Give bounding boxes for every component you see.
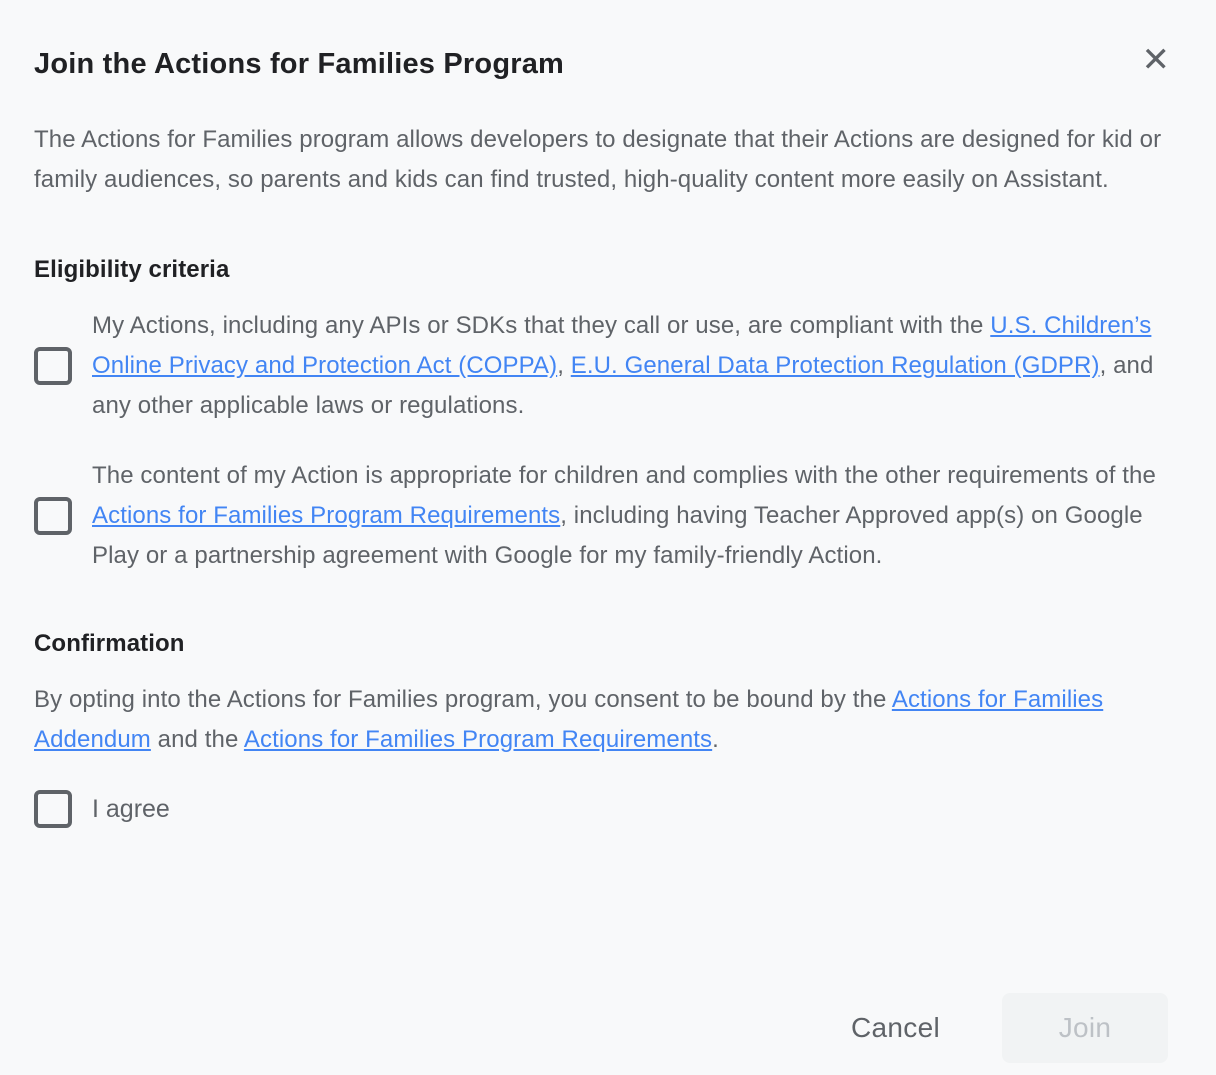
agree-label: I agree (92, 794, 170, 823)
text-link[interactable]: U.S. Children’s Online Privacy and Protection Act (COPPA) (92, 312, 1152, 379)
confirmation-heading: Confirmation (34, 630, 185, 657)
text-segment: The content of my Action is appropriate for children and complies with the other requirements of the (92, 462, 1156, 489)
dialog-footer (825, 993, 1168, 1063)
join-button[interactable]: Join (1002, 993, 1168, 1063)
compliance-checkbox[interactable] (34, 347, 72, 385)
text-link[interactable]: E.U. General Data Protection Regulation (GDPR) (570, 352, 1100, 379)
text-link[interactable]: Actions for Families Program Requirements (243, 726, 713, 753)
compliance-text (92, 306, 1174, 426)
text-segment: , including having Teacher Approved app(s) on Google Play or a partnership agreement with Google for my family-friendly Action. (92, 502, 1143, 569)
close-icon[interactable]: ✕ (1138, 42, 1175, 78)
eligibility-item-compliance (34, 306, 1174, 426)
content-checkbox[interactable] (34, 497, 72, 535)
dialog-title: Join the Actions for Families Program (34, 48, 565, 80)
text-link[interactable]: Actions for Families Addendum (34, 686, 1104, 753)
text-segment: By opting into the Actions for Families program, you consent to be bound by the (34, 686, 892, 713)
content-text (92, 456, 1174, 576)
text-segment: . (712, 726, 719, 753)
intro-paragraph: The Actions for Families program allows developers to designate that their Actions are designed for kid or family audiences, so parents and kids can find trusted, high-quality content more easily on Assistant. (34, 126, 1162, 193)
agree-row (34, 790, 1174, 828)
text-segment: , and any other applicable laws or regulations. (92, 352, 1154, 419)
text-link[interactable]: Actions for Families Program Requirements (92, 502, 561, 529)
text-segment: , (557, 352, 571, 379)
text-segment: and the (150, 726, 244, 753)
confirmation-paragraph (34, 680, 1174, 760)
eligibility-heading: Eligibility criteria (34, 256, 230, 283)
text-segment: My Actions, including any APIs or SDKs that they call or use, are compliant with the (92, 312, 991, 339)
agree-checkbox[interactable] (34, 790, 72, 828)
eligibility-item-content (34, 456, 1174, 576)
dialog-header (34, 40, 1174, 84)
cancel-button[interactable]: Cancel (825, 993, 966, 1063)
